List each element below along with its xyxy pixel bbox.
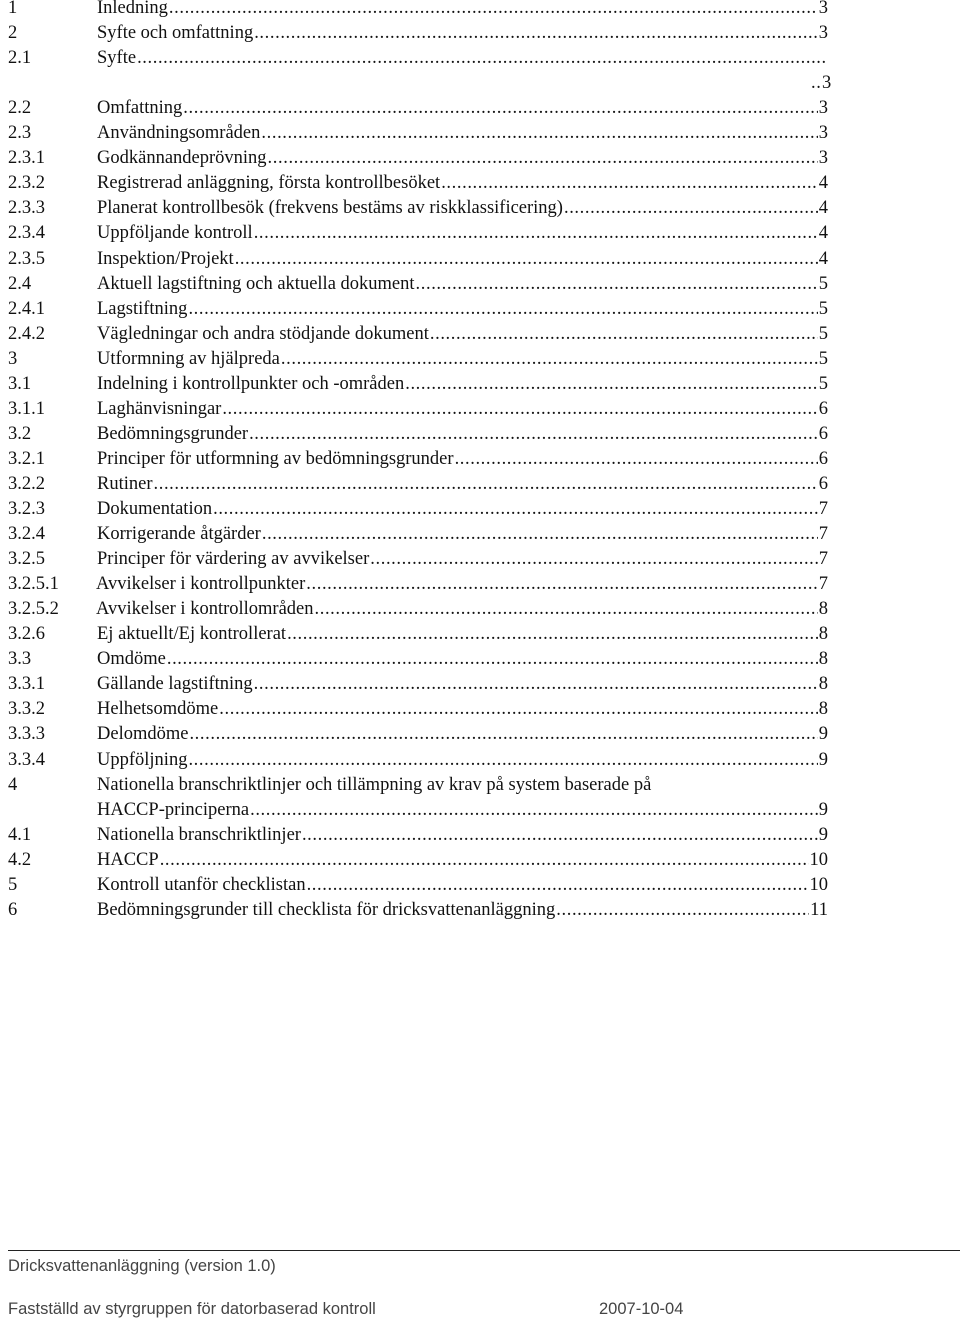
toc-number: 5 <box>8 874 18 895</box>
toc-title[interactable]: Uppföljande kontroll <box>97 223 253 244</box>
footer-divider <box>8 1250 960 1251</box>
toc-entry-line <box>97 250 828 268</box>
toc-number: 3.2.5 <box>8 549 45 570</box>
dot-leader <box>188 751 817 769</box>
toc-entry-line <box>96 600 828 618</box>
toc-entry-line <box>97 375 828 393</box>
toc-number: 2.3.4 <box>8 223 45 244</box>
toc-page: 5 <box>818 323 828 344</box>
toc-page: 7 <box>818 549 828 570</box>
toc-entry-line <box>97 801 828 819</box>
toc-title[interactable]: Nationella branschriktlinjer och tillämpning av krav på system baserade på <box>97 774 652 795</box>
toc-entry[interactable] <box>0 550 960 575</box>
toc-title[interactable]: Korrigerande åtgärder <box>97 524 261 545</box>
toc-entry-line <box>97 675 828 693</box>
toc-number: 3.1 <box>8 373 32 394</box>
toc-entry-line <box>97 450 828 468</box>
toc-title[interactable]: Dokumentation <box>97 499 213 519</box>
toc-entry[interactable] <box>0 174 960 199</box>
dot-leader <box>811 74 821 92</box>
toc-page: 11 <box>810 899 828 920</box>
toc-entry[interactable] <box>0 49 960 74</box>
toc-entry-line <box>97 525 828 543</box>
toc-page: 7 <box>818 499 828 519</box>
toc-title[interactable]: Rutiner <box>97 473 153 494</box>
toc-page: 8 <box>818 649 828 670</box>
toc-title[interactable]: Syfte <box>97 48 137 69</box>
toc-entry-line <box>97 500 828 518</box>
dot-leader <box>137 49 827 67</box>
toc-title[interactable]: Kontroll utanför checklistan <box>97 874 306 895</box>
toc-entry-line <box>96 575 828 593</box>
toc-number: 4.2 <box>8 849 32 870</box>
toc-number: 2.4.2 <box>8 323 45 344</box>
toc-entry[interactable] <box>0 350 960 375</box>
toc-number: 3.2.6 <box>8 624 45 645</box>
toc-page: 7 <box>818 574 828 595</box>
toc-title[interactable]: Bedömningsgrunder <box>97 423 249 444</box>
toc-title[interactable]: Inledning <box>97 0 168 18</box>
toc-page: 5 <box>818 373 828 394</box>
footer-date: 2007-10-04 <box>599 1300 684 1318</box>
toc-page: 9 <box>818 749 828 770</box>
toc-entry-line <box>810 73 832 94</box>
toc-entry-line <box>97 174 828 192</box>
toc-entry-line <box>97 851 828 869</box>
dot-leader <box>306 575 817 593</box>
toc-entry[interactable] <box>0 375 960 400</box>
toc-title[interactable]: Avvikelser i kontrollpunkter <box>96 574 306 595</box>
toc-entry-line <box>97 625 828 643</box>
toc-entry-line <box>97 224 828 242</box>
toc-entry-line <box>97 700 828 718</box>
toc-entry[interactable] <box>0 851 960 876</box>
dot-leader <box>262 525 818 543</box>
toc-title[interactable]: Utformning av hjälpreda <box>97 348 280 369</box>
toc-page: 5 <box>818 273 828 294</box>
dot-leader <box>235 250 818 268</box>
toc-title[interactable]: Lagstiftning <box>97 298 188 319</box>
dot-leader <box>222 400 817 418</box>
toc-number: 4 <box>8 774 18 795</box>
toc-entry[interactable] <box>0 250 960 275</box>
toc-title[interactable]: Omdöme <box>97 649 166 670</box>
toc-page: 4 <box>818 173 828 194</box>
footer-document-title: Dricksvattenanläggning (version 1.0) <box>8 1257 276 1275</box>
dot-leader <box>455 450 818 468</box>
dot-leader <box>441 174 818 192</box>
toc-title[interactable]: Godkännandeprövning <box>97 148 267 169</box>
toc-page: 10 <box>809 874 828 895</box>
toc-page: 6 <box>818 448 828 469</box>
toc-entry[interactable] <box>0 600 960 625</box>
dot-leader <box>370 550 817 568</box>
toc-title[interactable]: Omfattning <box>97 98 183 119</box>
dot-leader <box>188 300 817 318</box>
toc-number: 2.3 <box>8 123 32 144</box>
dot-leader <box>315 600 818 618</box>
toc-number: 3.3.1 <box>8 674 45 695</box>
toc-entry-line <box>97 99 828 117</box>
toc-number: 2.3.5 <box>8 248 45 269</box>
toc-title[interactable]: Syfte och omfattning <box>97 23 254 44</box>
toc-number: 3.3 <box>8 649 32 670</box>
toc-page: 9 <box>818 799 828 820</box>
dot-leader <box>219 700 817 718</box>
toc-title[interactable]: Inspektion/Projekt <box>97 248 234 269</box>
footer-approved-by: Fastställd av styrgruppen för datorbaserad kontroll <box>8 1300 376 1318</box>
dot-leader <box>268 149 818 167</box>
dot-leader <box>167 650 818 668</box>
toc-page: 3 <box>818 123 828 144</box>
dot-leader <box>281 350 818 368</box>
toc-number: 3.3.4 <box>8 749 45 770</box>
toc-title[interactable]: Planerat kontrollbesök (frekvens bestäms av riskklassificering) <box>97 198 563 219</box>
toc-entry-line <box>97 199 828 217</box>
toc-number: 6 <box>8 899 18 920</box>
toc-entry-line <box>97 650 828 668</box>
toc-number: 3.1.1 <box>8 398 45 419</box>
toc-title[interactable]: Bedömningsgrunder till checklista för dricksvattenanläggning <box>97 899 556 920</box>
toc-title[interactable]: Avvikelser i kontrollområden <box>96 599 314 620</box>
toc-entry[interactable] <box>0 325 960 350</box>
toc-entry[interactable] <box>0 625 960 650</box>
toc-entry[interactable] <box>0 575 960 600</box>
toc-number: 1 <box>8 0 18 18</box>
toc-title[interactable]: Delomdöme <box>97 724 189 745</box>
toc-number: 2.4 <box>8 273 32 294</box>
dot-leader <box>169 0 818 17</box>
toc-entry[interactable] <box>0 300 960 325</box>
toc-entry-line <box>97 725 828 743</box>
toc-entry-line <box>97 300 828 318</box>
toc-entry[interactable] <box>0 475 960 500</box>
toc-number: 3.3.3 <box>8 724 45 745</box>
toc-entry-line <box>97 826 828 844</box>
toc-title[interactable]: Principer för värdering av avvikelser <box>97 549 370 570</box>
toc-entry[interactable] <box>0 450 960 475</box>
toc-page: 3 <box>818 98 828 119</box>
toc-title[interactable]: Helhetsomdöme <box>97 699 219 720</box>
toc-title[interactable]: Gällande lagstiftning <box>97 674 253 695</box>
dot-leader <box>287 625 818 643</box>
dot-leader <box>254 224 818 242</box>
toc-number: 4.1 <box>8 824 32 845</box>
toc-page: 4 <box>818 248 828 269</box>
toc-page: 3 <box>818 148 828 169</box>
toc-page: 10 <box>809 849 828 870</box>
toc-number: 3.2.1 <box>8 448 45 469</box>
dot-leader <box>405 375 818 393</box>
toc-title[interactable]: Principer för utformning av bedömningsgrunder <box>97 448 454 469</box>
toc-entry[interactable] <box>0 275 960 300</box>
toc-page: 9 <box>818 724 828 745</box>
toc-entry[interactable] <box>0 0 960 24</box>
toc-title[interactable]: Vägledningar och andra stödjande dokument <box>97 323 429 344</box>
toc-entry-line <box>97 475 828 493</box>
toc-title[interactable]: Uppföljning <box>97 749 188 770</box>
toc-page: 8 <box>818 699 828 720</box>
toc-entry-line <box>97 876 828 894</box>
toc-number: 2.3.3 <box>8 198 45 219</box>
dot-leader <box>564 199 818 217</box>
toc-entry-line <box>97 751 828 769</box>
dot-leader <box>254 675 818 693</box>
toc-entry-continuation[interactable] <box>0 801 960 826</box>
dot-leader <box>254 24 818 42</box>
toc-page: 5 <box>818 348 828 369</box>
toc-entry-line <box>97 49 828 67</box>
toc-entry[interactable] <box>0 124 960 149</box>
toc-title[interactable]: Nationella branschriktlinjer <box>97 824 301 845</box>
toc-page: 5 <box>818 298 828 319</box>
toc-number: 2.1 <box>8 48 32 69</box>
toc-page: 6 <box>818 423 828 444</box>
toc-entry[interactable] <box>0 149 960 174</box>
toc-entry[interactable] <box>0 199 960 224</box>
toc-entry-line <box>97 24 828 42</box>
toc-number: 3 <box>8 348 18 369</box>
toc-entry-line <box>97 149 828 167</box>
toc-entry-line <box>97 550 828 568</box>
toc-entry[interactable] <box>0 24 960 49</box>
dot-leader <box>416 275 818 293</box>
toc-title[interactable]: Ej aktuellt/Ej kontrollerat <box>97 624 287 645</box>
dot-leader <box>154 475 818 493</box>
toc-entry[interactable] <box>0 224 960 249</box>
toc-number: 3.2.2 <box>8 473 45 494</box>
toc-entry-line <box>97 425 828 443</box>
toc-entry[interactable] <box>0 751 960 776</box>
toc-entry-line <box>97 901 828 919</box>
toc-entry[interactable] <box>0 500 960 525</box>
toc-number: 2.4.1 <box>8 298 45 319</box>
toc-title[interactable]: Aktuell lagstiftning och aktuella dokument <box>97 273 415 294</box>
toc-entry[interactable] <box>0 826 960 851</box>
toc-entry[interactable] <box>0 99 960 124</box>
toc-entry[interactable] <box>0 876 960 901</box>
toc-entry-continuation <box>0 74 960 99</box>
toc-page: 4 <box>818 223 828 244</box>
dot-leader <box>213 500 818 518</box>
dot-leader <box>183 99 817 117</box>
toc-page: 3 <box>818 0 828 18</box>
toc-title[interactable]: Laghänvisningar <box>97 398 222 419</box>
toc-entry-line <box>97 0 828 17</box>
toc-number: 2 <box>8 23 18 44</box>
toc-entry-line <box>97 350 828 368</box>
toc-page: 8 <box>818 624 828 645</box>
toc-number: 3.2.3 <box>8 499 45 519</box>
toc-page: 3 <box>822 73 832 94</box>
toc-title[interactable]: Indelning i kontrollpunkter och -områden <box>97 373 405 394</box>
toc-entry-line <box>97 124 828 142</box>
dot-leader <box>160 851 809 869</box>
toc-number: 2.3.2 <box>8 173 45 194</box>
toc-page: 6 <box>818 398 828 419</box>
toc-entry-line <box>97 325 828 343</box>
toc-entry-line <box>97 776 828 794</box>
toc-title[interactable]: Användningsområden <box>97 123 261 144</box>
toc-title[interactable]: HACCP <box>97 849 159 870</box>
toc-page: 9 <box>818 824 828 845</box>
dot-leader <box>189 725 817 743</box>
toc-entry[interactable] <box>0 650 960 675</box>
dot-leader <box>250 801 818 819</box>
toc-title[interactable]: Registrerad anläggning, första kontrollbesöket <box>97 173 441 194</box>
toc-page: 7 <box>818 524 828 545</box>
toc-title-continuation[interactable]: HACCP-principerna <box>97 799 250 820</box>
toc-page: 3 <box>818 23 828 44</box>
toc-entry[interactable] <box>0 525 960 550</box>
toc-entry[interactable] <box>0 725 960 750</box>
toc-page: 4 <box>818 198 828 219</box>
toc-number: 2.2 <box>8 98 32 119</box>
toc-number: 3.2.5.1 <box>8 574 59 595</box>
toc-entry[interactable] <box>0 901 960 926</box>
toc-entry[interactable] <box>0 425 960 450</box>
dot-leader <box>249 425 818 443</box>
dot-leader <box>430 325 818 343</box>
toc-number: 3.2.4 <box>8 524 45 545</box>
toc-entry[interactable] <box>0 675 960 700</box>
dot-leader <box>556 901 809 919</box>
toc-entry[interactable] <box>0 776 960 801</box>
toc-page: 8 <box>818 599 828 620</box>
dot-leader <box>302 826 818 844</box>
dot-leader <box>261 124 817 142</box>
toc-page: 8 <box>818 674 828 695</box>
toc-number: 2.3.1 <box>8 148 45 169</box>
toc-page: 6 <box>818 473 828 494</box>
toc-number: 3.2.5.2 <box>8 599 59 620</box>
dot-leader <box>307 876 809 894</box>
toc-entry[interactable] <box>0 400 960 425</box>
toc-number: 3.2 <box>8 423 32 444</box>
toc-entry-line <box>97 275 828 293</box>
toc-number: 3.3.2 <box>8 699 45 720</box>
toc-entry[interactable] <box>0 700 960 725</box>
toc-entry-line <box>97 400 828 418</box>
